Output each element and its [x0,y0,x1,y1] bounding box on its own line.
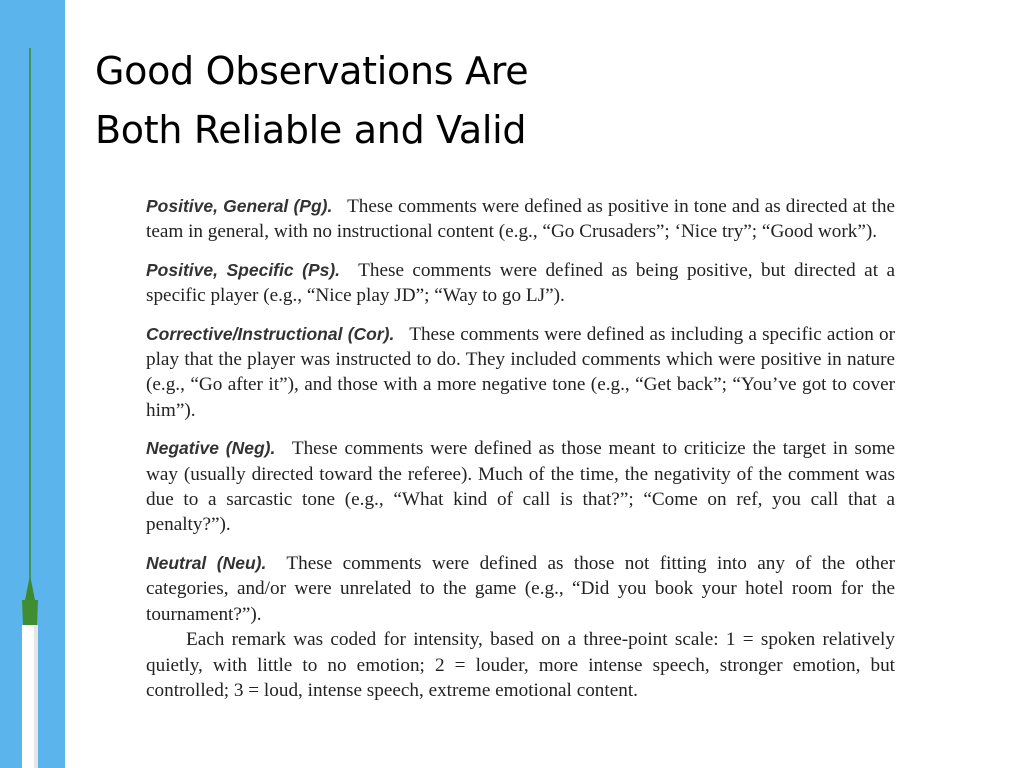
category-term: Corrective/Instructional (Cor). [146,323,395,344]
intensity-paragraph: Each remark was coded for intensity, based on a three-point scale: 1 = spoken relatively quietly, with little to no emotion; 2 = louder, more intense speech, stronger emotion, but controlled; 3 = loud, intense speech, extreme emotional content. [146,629,895,701]
category-term: Neutral (Neu). [146,552,267,573]
category-description: These comments were defined as including a specific action or play that the player was instructed to do. They included comments which were positive in nature (e.g., “Go after it”), and those with a more negative tone (e.g., “Get back”; “You’ve got to cover him”). [146,323,895,421]
category-paragraph-cor [146,322,895,424]
category-description: These comments were defined as positive in tone and as directed at the team in general, with no instructional content (e.g., “Go Crusaders”; ‘Nice try”; “Good work”). [146,196,895,243]
category-term: Positive, General (Pg). [146,196,333,216]
category-paragraph-neu [146,551,895,627]
category-description: These comments were defined as those meant to criticize the target in some way (usually directed toward the referee). Much of the time, the negativity of the comment was due to a sarcastic tone (e.g., “What kind of call is that?”; “Come on ref, you call that a penalty?”). [146,438,896,536]
category-description: These comments were defined as being positive, but directed at a specific player (e.g., “Nice play JD”; “Way to go LJ”). [146,259,895,307]
category-term: Positive, Specific (Ps). [146,259,341,280]
category-description: These comments were defined as those not fitting into any of the other categories, and/or were unrelated to the game (e.g., “Did you book your hotel room for the tournament?”). [146,552,896,625]
category-paragraph-neg [146,436,895,538]
slide-title [95,42,528,160]
category-paragraph-pg [146,194,895,245]
category-paragraph-ps [146,258,895,309]
pencil-icon [19,0,41,768]
slide-title-line-1: Good Observations Are [95,49,529,93]
text-excerpt-image [146,194,895,716]
slide-title-line-2: Both Reliable and Valid [95,108,527,152]
category-term: Negative (Neg). [146,438,276,459]
